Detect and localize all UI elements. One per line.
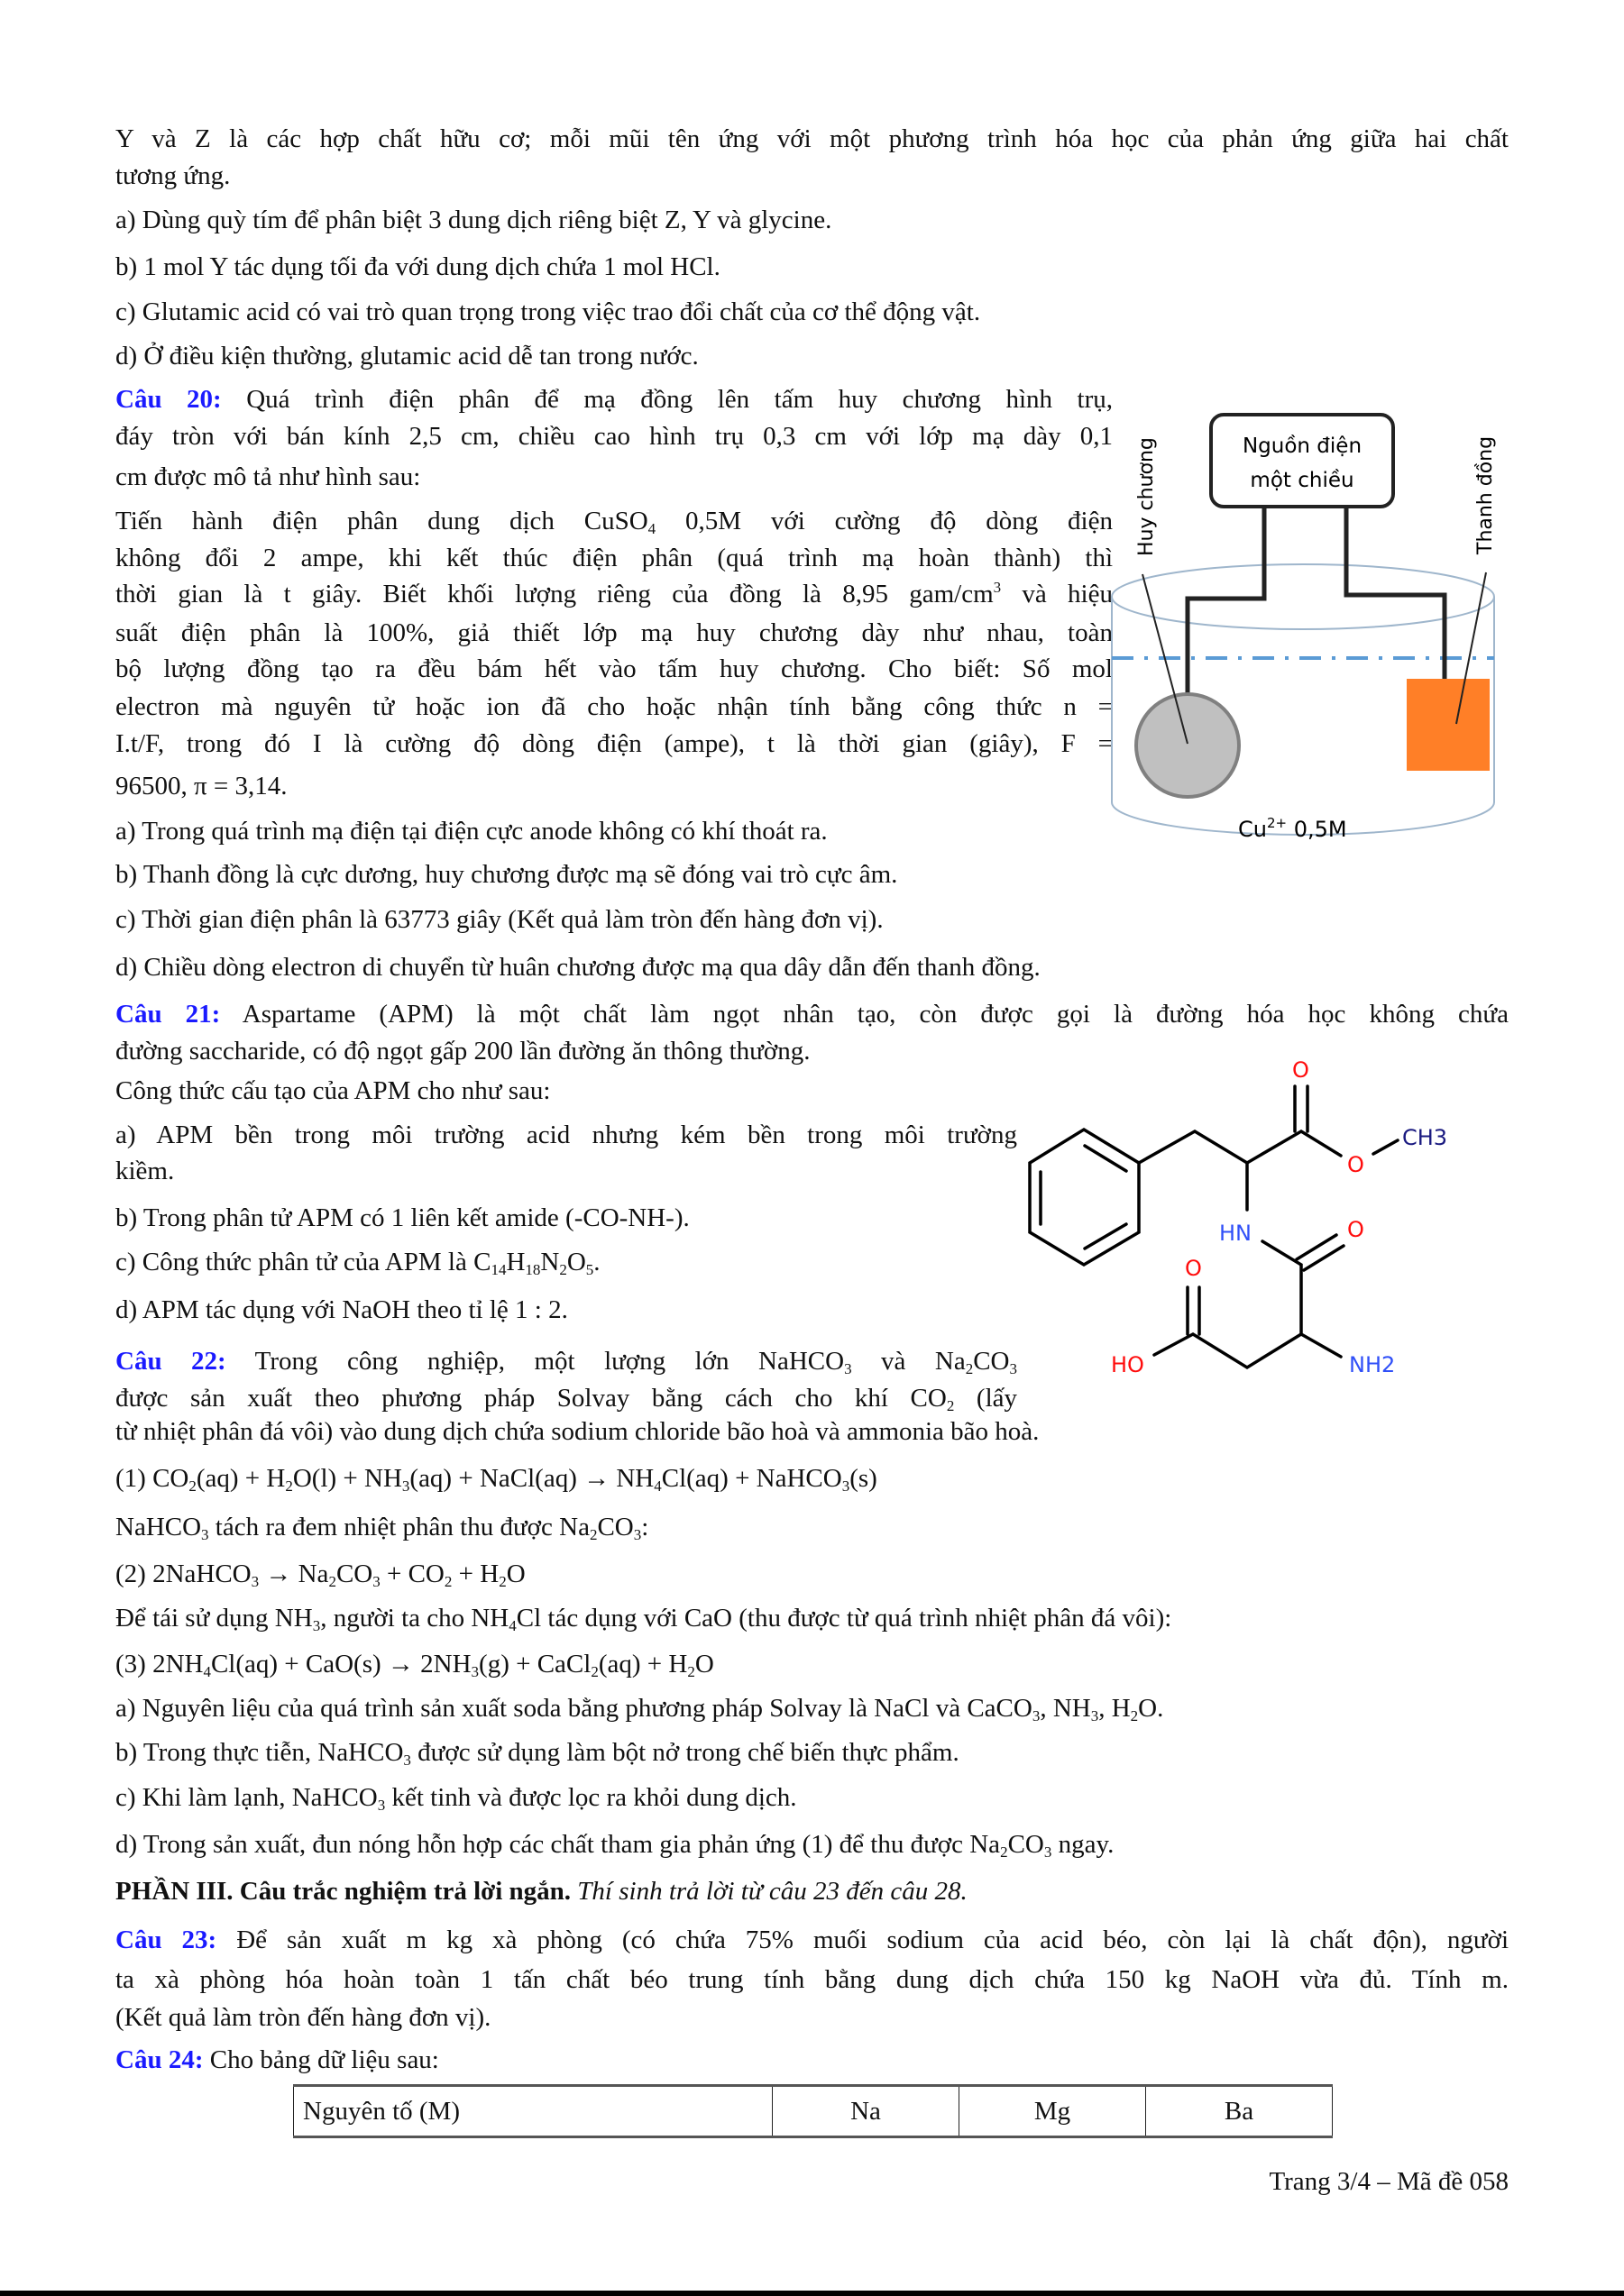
- text-line: [115, 901, 884, 938]
- group-nh2: NH2: [1349, 1352, 1396, 1377]
- text-segment: Để sản xuất m kg xà phòng (có chứa 75% muối sodium của acid béo, còn lại là chất độn), người: [216, 1926, 1509, 1954]
- text-segment: b) Thanh đồng là cực dương, huy chương được mạ sẽ đóng vai trò cực âm.: [115, 860, 898, 889]
- text-segment: 3: [251, 1573, 260, 1590]
- copper-bar-label: Thanh đồng: [1474, 435, 1497, 554]
- text-segment: 5: [585, 1261, 594, 1278]
- text-line: [115, 2042, 439, 2078]
- text-segment: 2: [946, 1397, 955, 1414]
- text-segment: O: [566, 1248, 586, 1276]
- aspartame-structure: [1010, 1037, 1515, 1397]
- text-segment: Công thức cấu tạo của APM cho như sau:: [115, 1076, 551, 1105]
- text-segment: (aq) + H: [598, 1650, 688, 1679]
- atom-o-ester: O: [1347, 1152, 1364, 1177]
- text-segment: suất điện phân là 100%, giả thiết lớp mạ huy chương dày như nhau, toàn: [115, 618, 1113, 647]
- question-label: Câu 22:: [115, 1347, 226, 1376]
- text-segment: d) APM tác dụng với NaOH theo tỉ lệ 1 : 2.: [115, 1295, 568, 1324]
- electroplating-diagram: [1109, 388, 1515, 883]
- text-segment: O: [694, 1650, 714, 1679]
- text-line: [115, 1646, 714, 1682]
- text-segment: 96500, π = 3,14.: [115, 772, 288, 800]
- text-line: [115, 1509, 648, 1545]
- text-line: [115, 1153, 174, 1189]
- text-segment: , người ta cho NH: [320, 1604, 509, 1633]
- question-label: Câu 24:: [115, 2045, 204, 2074]
- text-segment: 3: [471, 1663, 480, 1680]
- text-line: [115, 576, 1113, 612]
- group-ch3: CH3: [1402, 1125, 1448, 1150]
- text-segment: 2: [1130, 1707, 1139, 1724]
- text-segment: (s): [849, 1464, 877, 1493]
- text-segment: b) 1 mol Y tác dụng tối đa với dung dịch chứa 1 mol HCl.: [115, 252, 720, 281]
- text-line: [115, 1734, 959, 1770]
- text-segment: I.t/F, trong đó I là cường độ dòng điện (ampe), t là thời gian (giây), F =: [115, 729, 1113, 758]
- table-row: [294, 2086, 1333, 2137]
- text-segment: 2: [589, 1526, 598, 1543]
- text-segment: 3: [1043, 1843, 1052, 1861]
- text-segment: (3) 2NH: [115, 1650, 204, 1679]
- text-segment: 3: [201, 1526, 209, 1543]
- page-footer: Trang 3/4 – Mã đề 058: [1269, 2167, 1509, 2196]
- text-line: [115, 121, 1509, 157]
- text-segment: 0,5M với cường độ dòng điện: [656, 507, 1113, 535]
- text-segment: 18: [525, 1261, 541, 1278]
- text-segment: , H: [1098, 1694, 1131, 1723]
- text-segment: được sử dụng làm bột nở trong chế biến thực phẩm.: [410, 1738, 959, 1767]
- wire-right: [1346, 508, 1445, 680]
- text-segment: 3: [312, 1617, 321, 1634]
- text-segment: 3: [993, 579, 1002, 596]
- text-line: [115, 1556, 526, 1592]
- text-line: [115, 1073, 550, 1109]
- text-segment: c) Thời gian điện phân là 63773 giây (Kết quả làm tròn đến hàng đơn vị).: [115, 905, 884, 934]
- table-cell: Ba: [1146, 2086, 1333, 2137]
- medal: [1136, 694, 1239, 797]
- atom-o-amide: O: [1347, 1217, 1364, 1242]
- text-segment: 2: [188, 1477, 197, 1495]
- text-segment: (lấy: [954, 1384, 1017, 1413]
- text-segment: H: [506, 1248, 526, 1276]
- text-line: [115, 726, 1113, 762]
- text-line: [115, 459, 420, 495]
- text-segment: tách ra đem nhiệt phân thu được Na: [208, 1513, 590, 1541]
- text-line: [115, 1460, 877, 1496]
- atom-hn: HN: [1219, 1221, 1252, 1246]
- text-line: [115, 1343, 1017, 1379]
- section-instruction: Thí sinh trả lời từ câu 23 đến câu 28.: [571, 1877, 968, 1906]
- text-segment: Y và Z là các hợp chất hữu cơ; mỗi mũi tên ứng với một phương trình hóa học của phản ứng giữa hai chất: [115, 124, 1509, 153]
- text-line: [115, 615, 1113, 651]
- text-segment: electron mà nguyên tử hoặc ion đã cho hoặc nhận tính bằng công thức n =: [115, 692, 1113, 721]
- text-segment: Tiến hành điện phân dung dịch CuSO: [115, 507, 648, 535]
- text-segment: d) Trong sản xuất, đun nóng hỗn hợp các chất tham gia phản ứng (1) để thu được Na: [115, 1830, 1001, 1859]
- copper-bar: [1407, 679, 1490, 771]
- text-segment: Cl tác dụng với CaO (thu được từ quá trình nhiệt phân đá vôi):: [516, 1604, 1172, 1633]
- text-segment: 2: [1000, 1843, 1008, 1861]
- text-segment: 3: [403, 1752, 411, 1769]
- text-segment: a) Dùng quỳ tím để phân biệt 3 dung dịch riêng biệt Z, Y và glycine.: [115, 206, 832, 234]
- text-segment: kết tinh và được lọc ra khỏi dung dịch.: [385, 1783, 797, 1812]
- atom-o-carbonyl: O: [1292, 1057, 1309, 1083]
- text-segment: 4: [203, 1663, 211, 1680]
- text-segment: :: [641, 1513, 649, 1541]
- text-segment: b) Trong thực tiễn, NaHCO: [115, 1738, 404, 1767]
- text-line: [115, 651, 1113, 687]
- text-line: [115, 768, 288, 804]
- text-segment: 4: [654, 1477, 662, 1495]
- text-line: [115, 1600, 1171, 1636]
- text-segment: d) Chiều dòng electron di chuyển từ huân chương được mạ qua dây dẫn đến thanh đồng.: [115, 953, 1041, 982]
- text-segment: không đổi 2 ampe, khi kết thúc điện phân (quá trình mạ hoàn thành) thì: [115, 544, 1113, 572]
- text-segment: 14: [491, 1261, 507, 1278]
- element-table: [293, 2084, 1333, 2138]
- group-ho: HO: [1111, 1352, 1144, 1377]
- text-segment: 3: [1032, 1707, 1041, 1724]
- medal-label: Huy chương: [1135, 437, 1158, 556]
- text-line: [115, 949, 1041, 985]
- text-segment: 3: [633, 1526, 642, 1543]
- power-source-box: [1211, 415, 1393, 507]
- wire-left: [1188, 508, 1264, 696]
- text-segment: ngay.: [1051, 1830, 1115, 1859]
- text-segment: NaHCO: [115, 1513, 202, 1541]
- text-segment: a) APM bền trong môi trường acid nhưng kém bền trong môi trường: [115, 1121, 1017, 1149]
- text-segment: O.: [1138, 1694, 1164, 1723]
- text-line: [115, 418, 1113, 454]
- text-segment: → Na: [259, 1560, 329, 1588]
- text-segment: (1) CO: [115, 1464, 189, 1493]
- text-segment: 3: [1009, 1360, 1017, 1377]
- text-segment: 3: [841, 1477, 850, 1495]
- text-segment: (Kết quả làm tròn đến hàng đơn vị).: [115, 2003, 491, 2032]
- text-segment: Aspartame (APM) là một chất làm ngọt nhân tạo, còn được gọi là đường hóa học không chứa: [220, 1000, 1509, 1029]
- text-segment: 2: [591, 1663, 599, 1680]
- text-line: [115, 996, 1509, 1032]
- text-segment: cm được mô tả như hình sau:: [115, 462, 421, 491]
- text-segment: Cho bảng dữ liệu sau:: [203, 2045, 439, 2074]
- text-line: [115, 1033, 810, 1069]
- text-segment: 2: [499, 1573, 507, 1590]
- table-cell: Mg: [959, 2086, 1146, 2137]
- text-segment: 3: [377, 1797, 386, 1814]
- text-segment: và Na: [851, 1347, 966, 1376]
- table-cell: Na: [773, 2086, 959, 2137]
- text-segment: ta xà phòng hóa hoàn toàn 1 tấn chất béo trung tính bằng dung dịch chứa 150 kg NaOH vừa đủ. Tính m.: [115, 1965, 1509, 1994]
- text-segment: bộ lượng đồng tạo ra đều bám hết vào tấm huy chương. Cho biết: Số mol: [115, 654, 1113, 683]
- text-segment: + CO: [380, 1560, 445, 1588]
- text-line: [115, 540, 1113, 576]
- text-segment: đáy tròn với bán kính 2,5 cm, chiều cao hình trụ 0,3 cm với lớp mạ dày 0,1: [115, 422, 1113, 451]
- text-line: [115, 1826, 1114, 1862]
- text-segment: Trong công nghiệp, một lượng lớn NaHCO: [225, 1347, 845, 1376]
- text-segment: đường saccharide, có độ ngọt gấp 200 lần đường ăn thông thường.: [115, 1037, 811, 1066]
- text-line: [115, 813, 828, 849]
- text-segment: CO: [597, 1513, 634, 1541]
- text-line: [115, 1779, 797, 1816]
- text-segment: 2: [444, 1573, 453, 1590]
- text-segment: c) Glutamic acid có vai trò quan trọng trong việc trao đổi chất của cơ thể động vật.: [115, 297, 981, 326]
- text-segment: CO: [335, 1560, 373, 1588]
- text-segment: kiềm.: [115, 1157, 175, 1185]
- text-segment: 3: [1090, 1707, 1099, 1724]
- text-segment: 3: [844, 1360, 852, 1377]
- text-segment: 3: [372, 1573, 381, 1590]
- table-header-cell: Nguyên tố (M): [294, 2086, 773, 2137]
- text-segment: CO: [973, 1347, 1010, 1376]
- text-line: [115, 856, 897, 892]
- text-segment: N: [540, 1248, 560, 1276]
- text-segment: Cl(aq) + NaHCO: [661, 1464, 842, 1493]
- text-segment: O: [506, 1560, 526, 1588]
- text-line: [115, 1413, 1039, 1450]
- text-line: [115, 1999, 491, 2035]
- text-segment: (2) 2NaHCO: [115, 1560, 252, 1588]
- text-segment: (g) + CaCl: [479, 1650, 592, 1679]
- text-segment: 4: [509, 1617, 517, 1634]
- text-segment: .: [593, 1248, 601, 1276]
- text-line: [115, 1922, 1509, 1958]
- text-line: [115, 294, 980, 330]
- text-segment: 2: [328, 1573, 336, 1590]
- text-segment: 2: [559, 1261, 567, 1278]
- text-line: [115, 381, 1113, 417]
- power-source-label-2: một chiều: [1250, 469, 1354, 492]
- text-segment: , NH: [1040, 1694, 1091, 1723]
- text-segment: và hiệu: [1001, 580, 1113, 608]
- text-segment: a) Nguyên liệu của quá trình sản xuất soda bằng phương pháp Solvay là NaCl và CaCO: [115, 1694, 1032, 1723]
- text-segment: O(l) + NH: [292, 1464, 402, 1493]
- text-segment: thời gian là t giây. Biết khối lượng riêng của đồng là 8,95 gam/cm: [115, 580, 994, 608]
- question-label: Câu 21:: [115, 1000, 221, 1029]
- text-segment: + H: [452, 1560, 500, 1588]
- text-line: [115, 1690, 1163, 1726]
- power-source-label: Nguồn điện: [1242, 435, 1363, 458]
- text-line: [115, 1292, 568, 1328]
- text-segment: 3: [401, 1477, 410, 1495]
- text-line: [115, 1380, 1017, 1416]
- text-line: [115, 202, 831, 238]
- text-line: [115, 158, 230, 194]
- text-line: [115, 1117, 1017, 1153]
- text-segment: b) Trong phân tử APM có 1 liên kết amide (-CO-NH-).: [115, 1203, 690, 1232]
- text-line: [115, 1200, 690, 1236]
- text-segment: c) Công thức phân tử của APM là C: [115, 1248, 491, 1276]
- bonds: [1030, 1086, 1398, 1368]
- text-segment: c) Khi làm lạnh, NaHCO: [115, 1783, 378, 1812]
- question-label: Câu 20:: [115, 385, 222, 414]
- solution-label: $Cu^{2+}$ 0,5M: [1238, 815, 1347, 842]
- text-segment: được sản xuất theo phương pháp Solvay bằng cách cho khí CO: [115, 1384, 947, 1413]
- text-segment: 2: [285, 1477, 293, 1495]
- text-line: [115, 1873, 968, 1909]
- text-segment: từ nhiệt phân đá vôi) vào dung dịch chứa sodium chloride bão hoà và ammonia bão hoà.: [115, 1417, 1040, 1446]
- atom-o-acid: O: [1185, 1256, 1202, 1281]
- text-segment: d) Ở điều kiện thường, glutamic acid dễ tan trong nước.: [115, 342, 699, 370]
- question-label: Câu 23:: [115, 1926, 217, 1954]
- text-segment: a) Trong quá trình mạ điện tại điện cực anode không có khí thoát ra.: [115, 817, 828, 846]
- text-line: [115, 689, 1113, 725]
- text-segment: 4: [647, 520, 656, 537]
- text-segment: (aq) + H: [196, 1464, 286, 1493]
- text-line: [115, 503, 1113, 539]
- text-line: [115, 1962, 1509, 1998]
- page-bottom-border: [0, 2291, 1624, 2296]
- text-line: [115, 338, 699, 374]
- text-segment: tương ứng.: [115, 161, 231, 190]
- section-heading: PHẦN III. Câu trắc nghiệm trả lời ngắn.: [115, 1877, 572, 1906]
- text-segment: Để tái sử dụng NH: [115, 1604, 313, 1633]
- text-segment: Quá trình điện phân để mạ đồng lên tấm huy chương hình trụ,: [221, 385, 1113, 414]
- text-segment: 2: [965, 1360, 974, 1377]
- text-segment: CO: [1007, 1830, 1044, 1859]
- text-segment: Cl(aq) + CaO(s) → 2NH: [210, 1650, 472, 1679]
- text-segment: 2: [687, 1663, 695, 1680]
- text-line: [115, 249, 720, 285]
- text-line: [115, 1244, 601, 1280]
- text-segment: (aq) + NaCl(aq) → NH: [409, 1464, 655, 1493]
